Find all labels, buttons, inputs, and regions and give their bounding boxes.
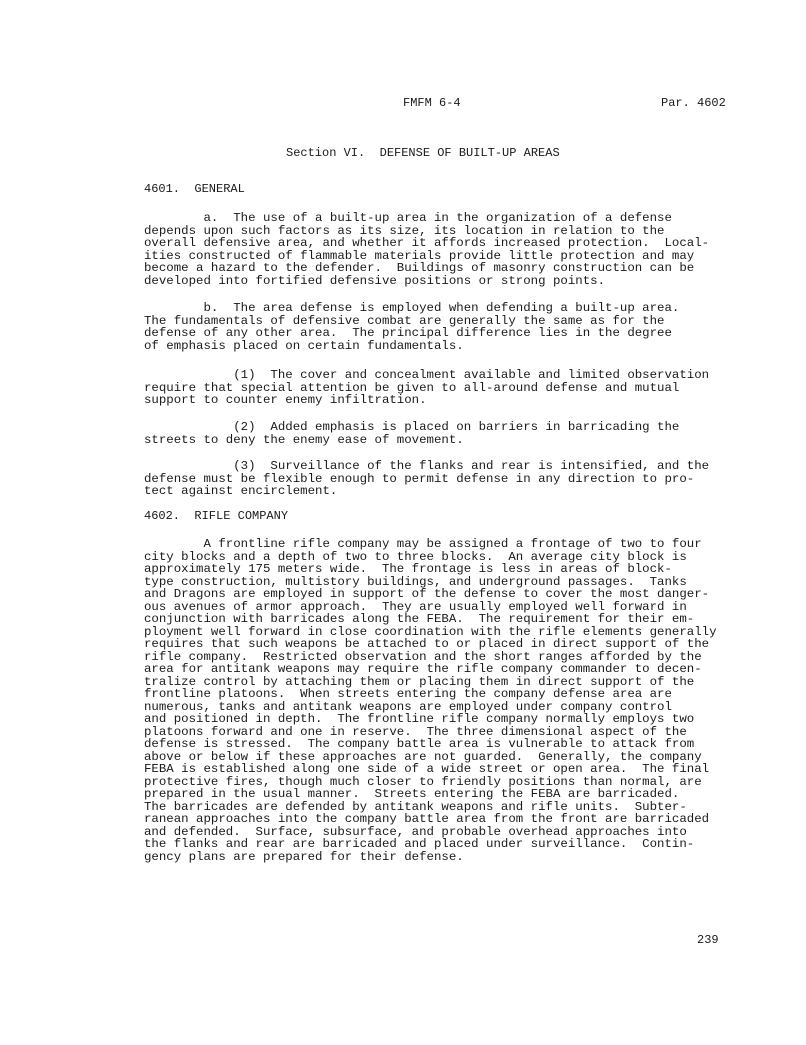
text-line: city blocks and a depth of two to three blocks. An average city block is bbox=[144, 549, 687, 564]
text-line: frontline platoons. When streets entering the company defense area are bbox=[144, 687, 672, 701]
text-line: become a hazard to the defender. Buildings of masonry construction can be bbox=[144, 261, 695, 275]
text-line: and positioned in depth. The frontline rifle company normally employs two bbox=[144, 712, 695, 726]
text-line: platoons forward and one in reserve. The three dimensional aspect of the bbox=[144, 724, 687, 739]
text-line: b. The area defense is employed when defending a built-up area. bbox=[144, 301, 680, 315]
text-line: rifle company. Restricted observation and the short ranges afforded by the bbox=[144, 649, 702, 664]
text-line: a. The use of a built-up area in the organization of a defense bbox=[144, 211, 672, 225]
heading-4601: 4601. GENERAL bbox=[144, 182, 245, 196]
text-line: above or below if these approaches are not guarded. Generally, the company bbox=[144, 749, 702, 764]
text-line: The fundamentals of defensive combat are generally the same as for the bbox=[144, 313, 665, 328]
text-line: and Dragons are employed in support of the defense to cover the most danger- bbox=[144, 587, 710, 601]
heading-4602: 4602. RIFLE COMPANY bbox=[144, 509, 289, 523]
text-line: prepared in the usual manner. Streets entering the FEBA are barricaded. bbox=[144, 787, 680, 801]
page-number: 239 bbox=[697, 933, 719, 947]
text-line: ities constructed of flammable materials provide little protection and may bbox=[144, 248, 695, 263]
text-line: overall defensive area, and whether it affords increased protection. Local- bbox=[144, 236, 710, 250]
text-line: gency plans are prepared for their defense. bbox=[144, 849, 464, 864]
text-line: protective fires, though much closer to friendly positions than normal, are bbox=[144, 774, 702, 789]
text-line: area for antitank weapons may require the rifle company commander to decen- bbox=[144, 662, 702, 676]
text-line: (1) The cover and concealment available and limited observation bbox=[144, 368, 710, 382]
text-line: tect against encirclement. bbox=[144, 484, 338, 498]
text-line: require that special attention be given to all-around defense and mutual bbox=[144, 380, 680, 395]
section-title: Section VI. DEFENSE OF BUILT-UP AREAS bbox=[286, 146, 560, 160]
text-line: (2) Added emphasis is placed on barriers in barricading the bbox=[144, 420, 680, 434]
text-line: (3) Surveillance of the flanks and rear is intensified, and the bbox=[144, 459, 710, 473]
text-line: streets to deny the enemy ease of movement. bbox=[144, 432, 464, 447]
text-line: of emphasis placed on certain fundamentals. bbox=[144, 338, 464, 353]
document-id: FMFM 6-4 bbox=[403, 96, 461, 110]
text-line: ous avenues of armor approach. They are usually employed well forward in bbox=[144, 599, 687, 614]
text-line: ployment well forward in close coordination with the rifle elements generally bbox=[144, 624, 717, 639]
text-line: ranean approaches into the company battle area from the front are barricaded bbox=[144, 812, 710, 826]
text-line: defense must be flexible enough to permit defense in any direction to pro- bbox=[144, 471, 695, 486]
text-line: requires that such weapons be attached to or placed in direct support of the bbox=[144, 637, 710, 651]
text-line: and defended. Surface, subsurface, and probable overhead approaches into bbox=[144, 824, 687, 839]
text-line: defense of any other area. The principal difference lies in the degree bbox=[144, 326, 672, 340]
text-line: support to counter enemy infiltration. bbox=[144, 393, 427, 407]
text-line: tralize control by attaching them or placing them in direct support of the bbox=[144, 674, 695, 689]
text-line: the flanks and rear are barricaded and placed under surveillance. Contin- bbox=[144, 837, 695, 851]
text-line: depends upon such factors as its size, its location in relation to the bbox=[144, 223, 665, 238]
text-line: numerous, tanks and antitank weapons are employed under company control bbox=[144, 699, 672, 714]
text-line: approximately 175 meters wide. The frontage is less in areas of block- bbox=[144, 562, 672, 576]
text-line: defense is stressed. The company battle area is vulnerable to attack from bbox=[144, 737, 695, 751]
paragraph-reference: Par. 4602 bbox=[661, 96, 726, 110]
text-line: developed into fortified defensive positions or strong points. bbox=[144, 273, 606, 288]
text-line: conjunction with barricades along the FEBA. The requirement for their em- bbox=[144, 612, 695, 626]
text-line: type construction, multistory buildings, and underground passages. Tanks bbox=[144, 574, 687, 589]
text-line: The barricades are defended by antitank weapons and rifle units. Subter- bbox=[144, 799, 687, 814]
text-line: FEBA is established along one side of a wide street or open area. The final bbox=[144, 762, 710, 776]
text-line: A frontline rifle company may be assigned a frontage of two to four bbox=[144, 537, 702, 551]
